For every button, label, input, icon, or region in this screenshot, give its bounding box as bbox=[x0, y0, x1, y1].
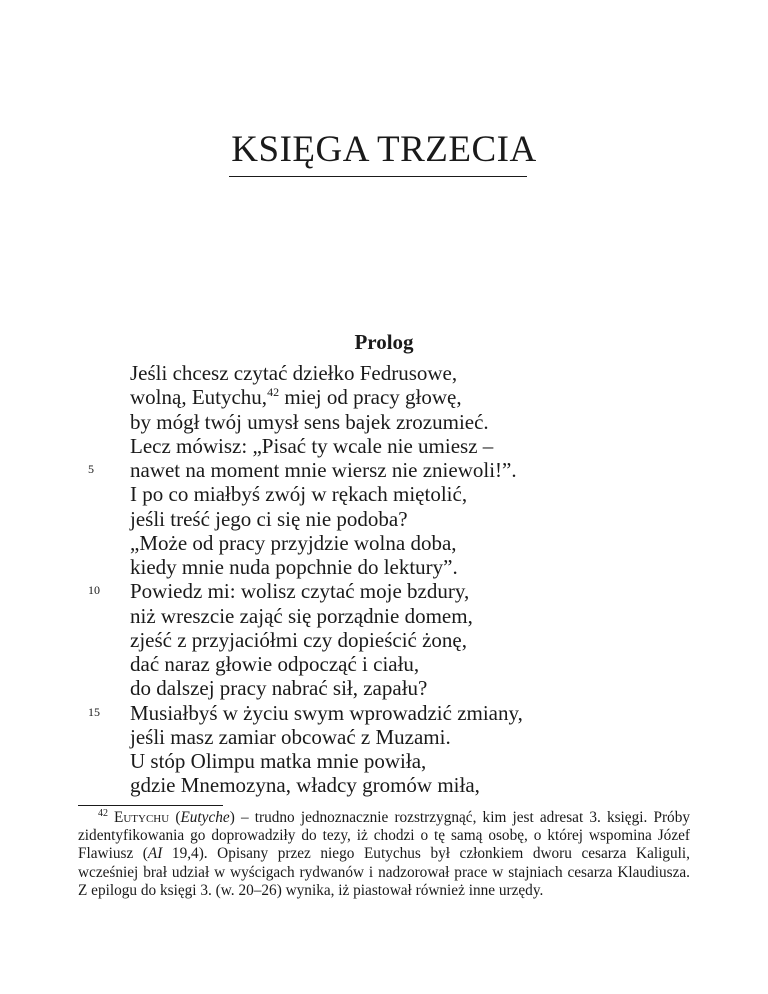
footnote-reference[interactable]: 42 bbox=[267, 385, 280, 400]
line-number: 5 bbox=[88, 462, 94, 476]
verse-block bbox=[88, 361, 690, 798]
verse-line: zjeść z przyjaciółmi czy dopieścić żonę, bbox=[130, 627, 468, 652]
verse-line: „Może od pracy przyjdzie wolna doba, bbox=[130, 530, 457, 555]
verse-line: niż wreszcie zająć się porządnie domem, bbox=[130, 603, 473, 628]
verse-line: wolną, Eutychu,$^{42}$ miej od pracy głowę, bbox=[130, 385, 462, 410]
title-rule bbox=[229, 176, 527, 177]
verse-line: U stóp Olimpu matka mnie powiła, bbox=[130, 749, 427, 773]
footnote-source: AI bbox=[147, 845, 163, 863]
verse-line: do dalszej pracy nabrać sił, zapału? bbox=[130, 676, 428, 701]
line-number: 15 bbox=[88, 704, 100, 719]
footnote-rule bbox=[78, 805, 223, 806]
footnote-number: 42 bbox=[98, 807, 108, 819]
verse-line: Musiałbyś w życiu swym wprowadzić zmiany, 15 bbox=[88, 700, 523, 725]
footnote-name: Eutychu bbox=[114, 809, 170, 826]
verse-line: dać naraz głowie odpocząć i ciału, bbox=[130, 652, 420, 676]
poem-title: Prolog bbox=[354, 330, 414, 354]
verse-line: nawet na moment mnie wiersz nie zniewoli!”. 5 bbox=[88, 458, 517, 482]
verse-line: gdzie Mnemozyna, władcy gromów miła, bbox=[130, 773, 480, 798]
verse-line: Lecz mówisz: „Pisać ty wcale nie umiesz – bbox=[130, 433, 494, 458]
verse-line: by mógł twój umysł sens bajek zrozumieć. bbox=[130, 409, 489, 434]
verse-line: kiedy mnie nuda popchnie do lektury”. bbox=[130, 555, 458, 579]
verse-line: I po co miałbyś zwój w rękach miętolić, bbox=[130, 482, 468, 507]
footnote: $^{42}$ Eutychu (Eutyche) – trudno jednoznacznie rozstrzygnąć, kim jest adresat 3. księgi. Próby zidentyfikowania go doprowadziły do tezy, iż chodzi o tę samą osobę, o której wspomina Józef Flawiusz (AI 19,4). Opisany przez niego Eutychus był członkiem dworu cesarza Kaliguli, wcześniej brał udział w wyścigach rydwanów i nadzorował prace w stajniach cesarza Klaudiusza. Z epilogu do księgi 3. (w. 20–26) wynika, iż piastował również inne urzędy. bbox=[78, 807, 691, 899]
verse-line: jeśli treść jego ci się nie podoba? bbox=[130, 506, 408, 531]
verse-line: Jeśli chcesz czytać dziełko Fedrusowe, bbox=[130, 361, 458, 385]
verse-line: jeśli masz zamiar obcować z Muzami. bbox=[130, 724, 451, 749]
footnote-name-italic: Eutyche bbox=[180, 809, 230, 826]
verse-line: Powiedz mi: wolisz czytać moje bzdury, 10 bbox=[88, 579, 470, 604]
line-number: 10 bbox=[88, 583, 100, 598]
book-title: KSIĘGA TRZECIA bbox=[231, 129, 537, 170]
